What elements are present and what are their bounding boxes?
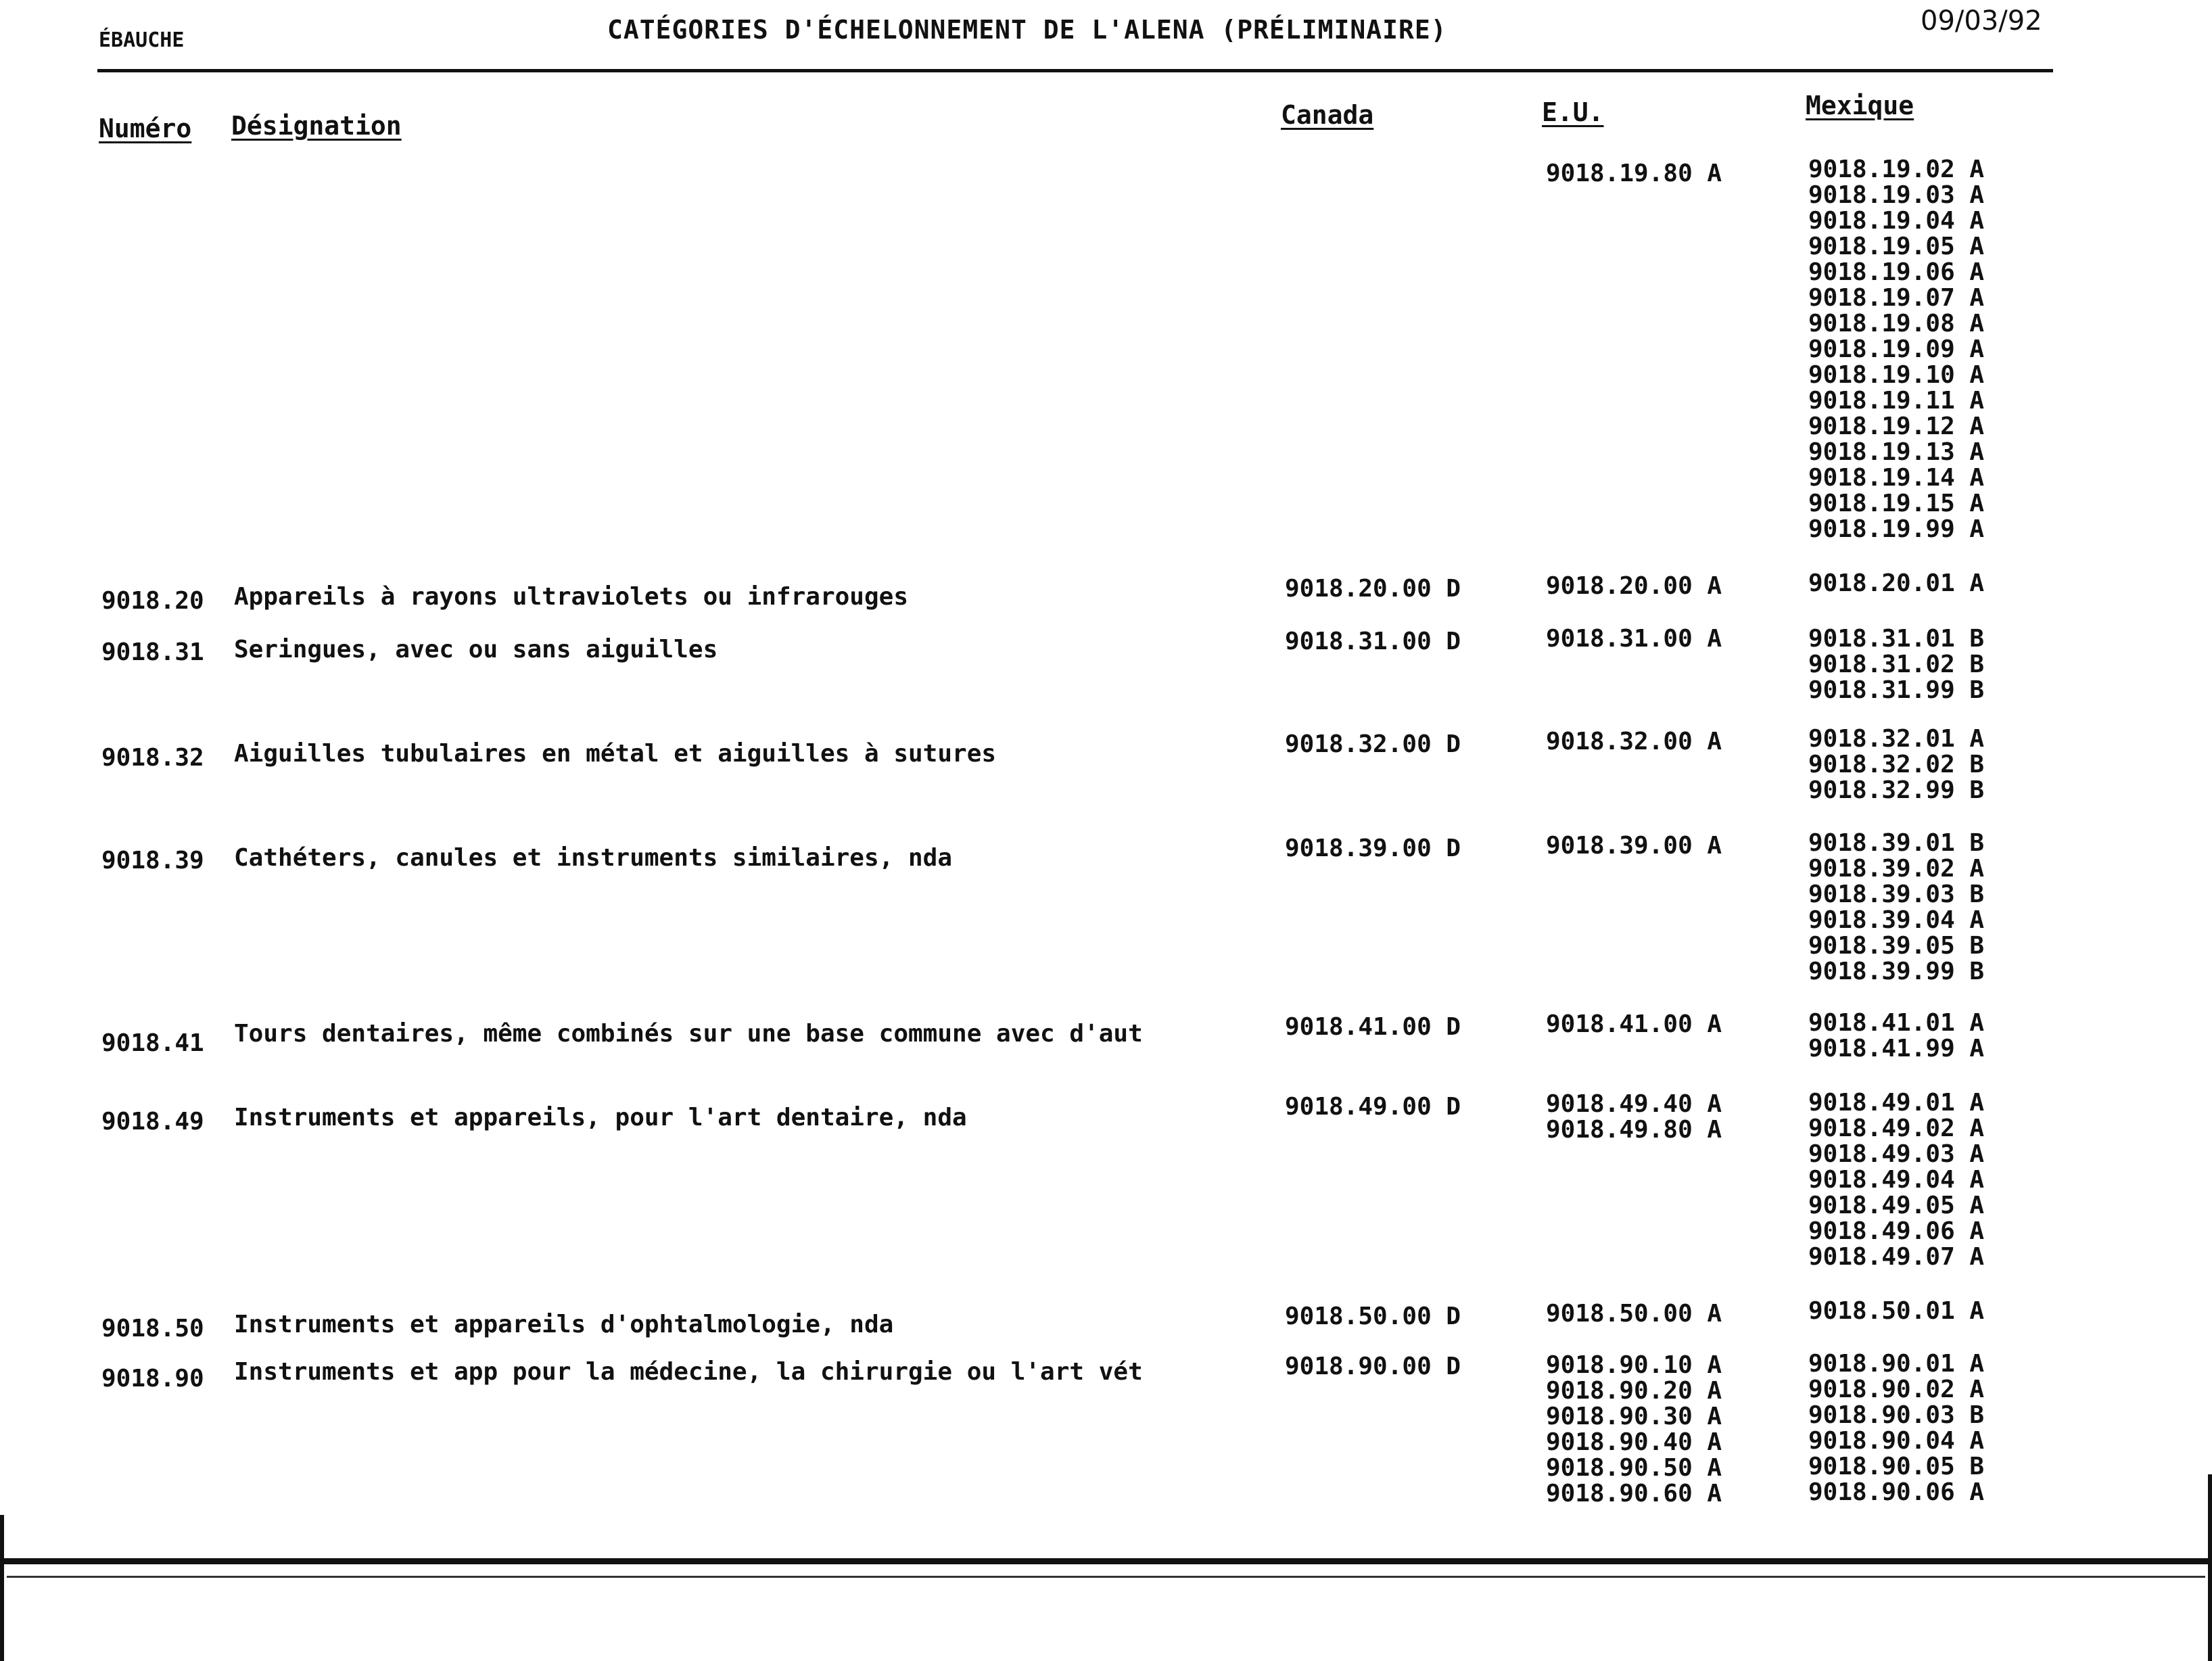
mexique-codes	[1808, 726, 1984, 803]
page-edge-left	[0, 1515, 12, 1661]
row-designation: Appareils à rayons ultraviolets ou infrarouges	[234, 583, 908, 611]
mexique-codes	[1808, 157, 1984, 542]
row-designation: Aiguilles tubulaires en métal et aiguilles à sutures	[234, 740, 997, 768]
eu-code: 9018.31.00 A	[1546, 625, 1722, 653]
column-header-designation: Désignation	[231, 111, 402, 141]
mexique-code: 9018.19.15 A	[1808, 490, 1985, 517]
row-designation: Instruments et appareils d'ophtalmologie, nda	[234, 1311, 894, 1338]
canada-code: 9018.90.00 D	[1285, 1353, 1461, 1380]
mexique-code: 9018.41.01 A	[1808, 1009, 1985, 1037]
mexique-code: 9018.31.99 B	[1808, 676, 1985, 704]
row-numero: 9018.90	[101, 1365, 204, 1393]
eu-code: 9018.90.10 A	[1546, 1351, 1722, 1379]
mexique-code: 9018.49.01 A	[1808, 1089, 1985, 1117]
mexique-code: 9018.19.99 A	[1808, 515, 1985, 543]
mexique-code: 9018.19.14 A	[1808, 464, 1985, 492]
mexique-codes	[1808, 1351, 1984, 1505]
canada-code: 9018.20.00 D	[1285, 575, 1461, 603]
mexique-code: 9018.49.06 A	[1808, 1217, 1985, 1245]
mexique-code: 9018.90.02 A	[1808, 1376, 1985, 1403]
mexique-code: 9018.39.01 B	[1808, 829, 1985, 857]
mexique-codes	[1808, 1010, 1984, 1062]
column-header-mexique: Mexique	[1806, 91, 1914, 120]
mexique-code: 9018.39.05 B	[1808, 932, 1985, 960]
mexique-code: 9018.19.10 A	[1808, 361, 1985, 389]
footer-rule	[0, 1558, 2212, 1564]
eu-code: 9018.90.40 A	[1546, 1428, 1722, 1456]
row-designation: Cathéters, canules et instruments similaires, nda	[234, 844, 953, 872]
row-designation: Instruments et appareils, pour l'art dentaire, nda	[234, 1104, 967, 1131]
eu-codes	[1546, 1353, 1722, 1507]
mexique-code: 9018.19.12 A	[1808, 413, 1985, 440]
mexique-code: 9018.19.08 A	[1808, 310, 1985, 337]
mexique-code: 9018.32.01 A	[1808, 725, 1985, 753]
mexique-code: 9018.39.03 B	[1808, 881, 1985, 908]
eu-code: 9018.90.60 A	[1546, 1480, 1722, 1507]
row-numero: 9018.50	[101, 1315, 204, 1342]
column-header-numero: Numéro	[99, 114, 192, 143]
eu-code: 9018.32.00 A	[1546, 728, 1722, 755]
mexique-code: 9018.39.02 A	[1808, 855, 1985, 883]
mexique-code: 9018.90.05 B	[1808, 1453, 1985, 1480]
column-header-canada: Canada	[1281, 100, 1374, 130]
row-numero: 9018.20	[101, 587, 204, 615]
document-date: 09/03/92	[1921, 5, 2042, 37]
mexique-code: 9018.49.04 A	[1808, 1166, 1985, 1194]
eu-codes	[1546, 161, 1722, 187]
mexique-code: 9018.19.04 A	[1808, 207, 1985, 235]
mexique-codes	[1808, 626, 1984, 703]
eu-code: 9018.49.40 A	[1546, 1090, 1722, 1118]
canada-code: 9018.41.00 D	[1285, 1013, 1461, 1041]
mexique-code: 9018.90.06 A	[1808, 1478, 1985, 1506]
mexique-code: 9018.31.02 B	[1808, 651, 1985, 678]
mexique-code: 9018.90.01 A	[1808, 1350, 1985, 1378]
mexique-code: 9018.19.05 A	[1808, 233, 1985, 260]
eu-code: 9018.90.30 A	[1546, 1403, 1722, 1430]
eu-code: 9018.39.00 A	[1546, 832, 1722, 860]
row-numero: 9018.49	[101, 1108, 204, 1136]
mexique-code: 9018.19.03 A	[1808, 181, 1985, 209]
mexique-code: 9018.32.99 B	[1808, 776, 1985, 804]
mexique-code: 9018.41.99 A	[1808, 1035, 1985, 1062]
eu-code: 9018.90.50 A	[1546, 1454, 1722, 1482]
mexique-code: 9018.49.07 A	[1808, 1243, 1985, 1271]
page-edge-right	[2200, 1474, 2212, 1661]
mexique-codes	[1808, 830, 1984, 985]
header-rule	[97, 69, 2053, 72]
mexique-code: 9018.19.06 A	[1808, 258, 1985, 286]
canada-code: 9018.32.00 D	[1285, 730, 1461, 758]
eu-codes	[1546, 1092, 1722, 1143]
mexique-code: 9018.90.03 B	[1808, 1401, 1985, 1429]
row-numero: 9018.31	[101, 638, 204, 666]
mexique-code: 9018.32.02 B	[1808, 751, 1985, 778]
mexique-code: 9018.50.01 A	[1808, 1297, 1985, 1325]
mexique-code: 9018.39.99 B	[1808, 958, 1985, 985]
row-designation: Seringues, avec ou sans aiguilles	[234, 636, 718, 663]
canada-code: 9018.39.00 D	[1285, 835, 1461, 862]
mexique-code: 9018.39.04 A	[1808, 906, 1985, 934]
eu-code: 9018.50.00 A	[1546, 1300, 1722, 1328]
mexique-code: 9018.20.01 A	[1808, 569, 1985, 597]
mexique-code: 9018.49.05 A	[1808, 1192, 1985, 1219]
mexique-codes	[1808, 1090, 1984, 1270]
mexique-code: 9018.19.11 A	[1808, 387, 1985, 415]
mexique-code: 9018.19.13 A	[1808, 438, 1985, 466]
row-designation: Instruments et app pour la médecine, la chirurgie ou l'art vét	[234, 1358, 1143, 1386]
eu-code: 9018.20.00 A	[1546, 572, 1722, 600]
column-header-eu: E.U.	[1542, 97, 1604, 127]
eu-code: 9018.41.00 A	[1546, 1010, 1722, 1038]
eu-code: 9018.19.80 A	[1546, 160, 1722, 187]
eu-code: 9018.49.80 A	[1546, 1116, 1722, 1144]
row-numero: 9018.32	[101, 744, 204, 772]
mexique-code: 9018.90.04 A	[1808, 1427, 1985, 1455]
row-designation: Tours dentaires, même combinés sur une base commune avec d'aut	[234, 1020, 1143, 1048]
mexique-code: 9018.49.03 A	[1808, 1140, 1985, 1168]
eu-code: 9018.90.20 A	[1546, 1377, 1722, 1405]
mexique-code: 9018.31.01 B	[1808, 625, 1985, 653]
draft-label: ÉBAUCHE	[99, 28, 185, 52]
mexique-code: 9018.19.02 A	[1808, 156, 1985, 183]
canada-code: 9018.50.00 D	[1285, 1303, 1461, 1330]
canada-code: 9018.31.00 D	[1285, 628, 1461, 655]
mexique-code: 9018.49.02 A	[1808, 1115, 1985, 1142]
mexique-code: 9018.19.09 A	[1808, 335, 1985, 363]
row-numero: 9018.39	[101, 847, 204, 874]
footer-rule-thin	[7, 1576, 2205, 1578]
document-title: CATÉGORIES D'ÉCHELONNEMENT DE L'ALENA (PRÉLIMINAIRE)	[607, 15, 1447, 45]
canada-code: 9018.49.00 D	[1285, 1093, 1461, 1121]
row-numero: 9018.41	[101, 1029, 204, 1057]
mexique-code: 9018.19.07 A	[1808, 284, 1985, 312]
